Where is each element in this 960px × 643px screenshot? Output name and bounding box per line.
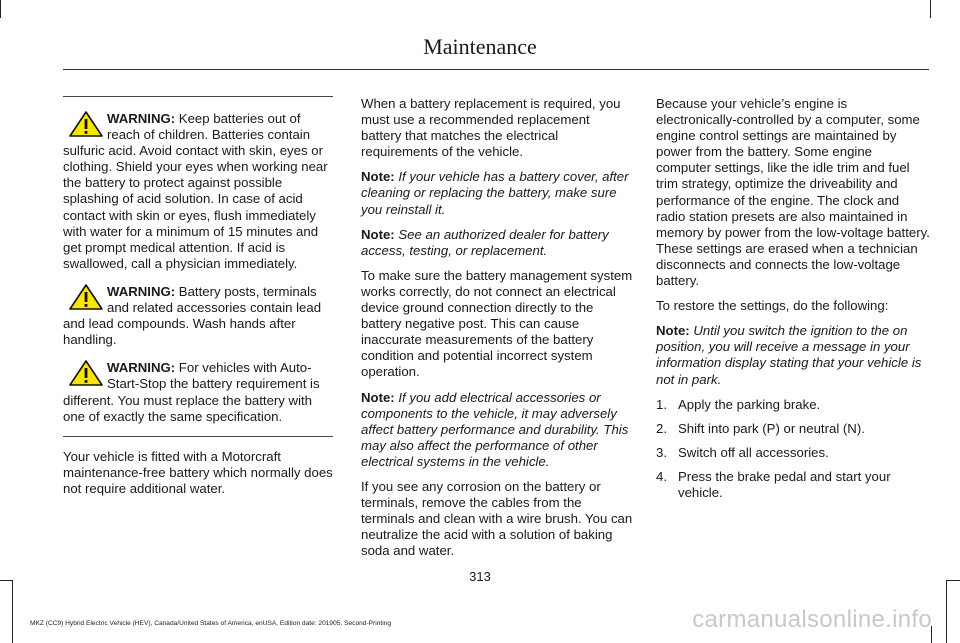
paragraph: To restore the settings, do the following: [656, 298, 889, 314]
step-text: Switch off all accessories. [678, 444, 829, 460]
step-text: Apply the parking brake. [678, 396, 821, 412]
page-title: Maintenance [423, 34, 537, 59]
note-text: If your vehicle has a battery cover, after cleaning or replacing the battery, make sure you reinstall it. [361, 169, 629, 217]
list-item [656, 445, 930, 461]
note-text: See an authorized dealer for battery access, testing, or replacement. [361, 226, 609, 258]
list-item [656, 421, 930, 437]
step-number: 3. [656, 444, 667, 460]
crop-mark-bottom-left [12, 580, 13, 643]
note [656, 323, 930, 387]
note-text: Until you switch the ignition to the on position, you will receive a message in your information display stating that your vehicle is not in park. [656, 323, 922, 387]
warning-text: For vehicles with Auto-Start-Stop the battery requirement is different. You must replace the battery with one of exactly the same specification. [63, 360, 320, 424]
warning-label: WARNING: [107, 360, 176, 376]
list-item [656, 397, 930, 413]
column-2 [361, 96, 633, 568]
note-label: Note: [361, 226, 395, 242]
paragraph: To make sure the battery management system works correctly, do not connect an electrical device ground connection directly to the battery negative post. This can cause inaccurate measurements of the battery condition and potential incorrect system operation. [361, 267, 633, 380]
warning-label: WARNING: [107, 111, 176, 126]
step-text: Shift into park (P) or neutral (N). [678, 420, 865, 436]
warning-3 [63, 360, 333, 424]
warning-1 [63, 111, 333, 272]
steps-list [656, 397, 930, 501]
column-3 [656, 96, 930, 509]
column-1 [63, 96, 333, 506]
note [361, 390, 633, 470]
warning-text: Keep batteries out of reach of children. Batteries contain sulfuric acid. Avoid contact with skin, eyes or clothing. Shield your eyes when working near the battery to protect against possible splashing of acid solution. In case of acid contact with skin or eyes, flush immediately with water for a minimum of 15 minutes and get prompt medical attention. If acid is swallowed, call a physician immediately. [63, 111, 328, 271]
paragraph: If you see any corrosion on the battery or terminals, remove the cables from the terminals and clean with a wire brush. You can neutralize the acid with a solution of baking soda and water. [361, 478, 633, 559]
list-item [656, 469, 930, 501]
note [361, 227, 633, 259]
battery-paragraph: Your vehicle is fitted with a Motorcraft maintenance-free battery which normally does not require additional water. [63, 448, 333, 496]
note-label: Note: [361, 169, 395, 185]
crop-mark-bottom-right [946, 580, 947, 643]
crop-mark-top-right [930, 0, 931, 18]
step-number: 2. [656, 420, 667, 436]
note-text: If you add electrical accessories or components to the vehicle, it may adversely affect battery performance and durability. This may also affect the performance of other electrical systems in the vehicle. [361, 389, 629, 469]
note-label: Note: [361, 389, 395, 405]
step-number: 1. [656, 396, 667, 412]
warning-triangle-icon [69, 284, 103, 310]
warning-label: WARNING: [107, 283, 176, 299]
footer-text: MKZ (CC9) Hybrid Electric Vehicle (HEV), Canada/United States of America, enUSA, Edition date: 201905, Second-Printing [30, 620, 391, 627]
warning-triangle-icon [69, 111, 103, 137]
crop-mark-top-left [0, 0, 1, 18]
warning-2 [63, 284, 333, 348]
paragraph: Because your vehicle’s engine is electronically-controlled by a computer, some engine control settings are maintained by power from the battery. Some engine computer settings, like the idle trim and fuel trim strategy, optimize the driveability and performance of the engine. The clock and radio station presets are also maintained in memory by power from the low-voltage battery. These settings are erased when a technician disconnects and connects the low-voltage battery. [656, 96, 930, 289]
page-number: 313 [469, 569, 491, 584]
warning-triangle-icon [69, 360, 103, 386]
paragraph: When a battery replacement is required, you must use a recommended replacement battery that matches the electrical requirements of the vehicle. [361, 96, 621, 160]
note-label: Note: [656, 323, 690, 339]
watermark[interactable]: carmanualsonline.info [692, 606, 932, 633]
warning-box [63, 96, 333, 437]
note [361, 169, 633, 217]
header-rule [63, 69, 929, 70]
warning-text: Battery posts, terminals and related accessories contain lead and lead compounds. Wash hands after handling. [63, 283, 322, 348]
step-text: Press the brake pedal and start your vehicle. [678, 468, 891, 500]
step-number: 4. [656, 468, 667, 484]
